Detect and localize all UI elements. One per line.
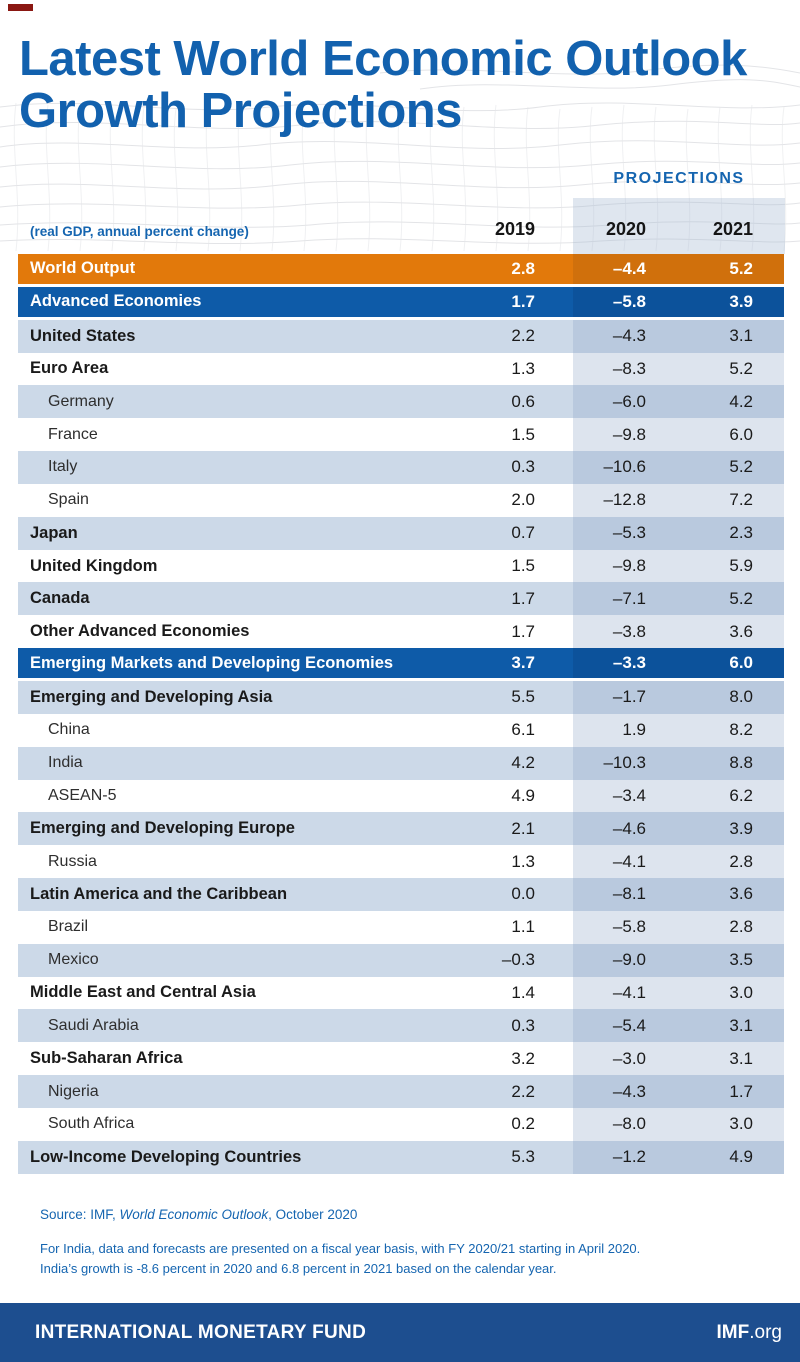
value-2020: –4.3 <box>573 320 680 353</box>
value-2020: –1.2 <box>573 1141 680 1174</box>
row-label: Low-Income Developing Countries <box>30 1147 302 1166</box>
row-label: India <box>48 754 83 772</box>
value-2021: 2.3 <box>680 517 784 550</box>
table-row <box>18 878 784 911</box>
value-2021: 8.8 <box>680 747 784 780</box>
table-row <box>18 944 784 977</box>
red-accent-mark <box>8 4 33 11</box>
table-row <box>18 320 784 353</box>
row-label: Russia <box>48 852 97 870</box>
value-2021: 5.9 <box>680 550 784 583</box>
table-row <box>18 254 784 287</box>
value-2021: 3.9 <box>680 812 784 845</box>
value-2019: 1.1 <box>511 917 535 937</box>
organization-name: INTERNATIONAL MONETARY FUND <box>35 1321 367 1343</box>
value-2019: 3.7 <box>511 653 535 673</box>
row-label: Euro Area <box>30 359 109 378</box>
value-2020: –1.7 <box>573 681 680 714</box>
value-2020: –4.3 <box>573 1075 680 1108</box>
value-2021: 3.1 <box>680 1042 784 1075</box>
value-2021: 3.0 <box>680 1108 784 1141</box>
value-2020: –9.8 <box>573 418 680 451</box>
value-2020: –9.0 <box>573 944 680 977</box>
row-label: Saudi Arabia <box>48 1016 139 1034</box>
value-2020: 1.9 <box>573 714 680 747</box>
table-row <box>18 418 784 451</box>
table-row <box>18 484 784 517</box>
source-prefix: Source: IMF, <box>40 1207 120 1222</box>
row-label: Sub-Saharan Africa <box>30 1049 183 1068</box>
value-2021: 5.2 <box>680 582 784 615</box>
value-2020: –10.6 <box>573 451 680 484</box>
row-label: Mexico <box>48 951 99 969</box>
row-label: Japan <box>30 523 78 542</box>
table-row <box>18 1075 784 1108</box>
value-2020: –8.0 <box>573 1108 680 1141</box>
table-row <box>18 517 784 550</box>
value-2019: 1.3 <box>511 358 535 378</box>
row-label: ASEAN-5 <box>48 786 117 804</box>
table-row <box>18 1108 784 1141</box>
value-2019: 0.7 <box>511 523 535 543</box>
table-header-row <box>18 208 784 242</box>
value-2020: –5.4 <box>573 1009 680 1042</box>
value-2019: 3.2 <box>511 1048 535 1068</box>
value-2021: 5.2 <box>680 451 784 484</box>
value-2019: 5.5 <box>511 687 535 707</box>
table-row <box>18 714 784 747</box>
value-2020: –4.4 <box>573 254 680 284</box>
value-2019: 1.5 <box>511 424 535 444</box>
table-row <box>18 648 784 681</box>
value-2021: 3.1 <box>680 1009 784 1042</box>
growth-projections-table <box>18 254 784 1174</box>
row-label: France <box>48 425 98 443</box>
row-label: China <box>48 721 90 739</box>
table-row <box>18 550 784 583</box>
value-2020: –8.3 <box>573 353 680 386</box>
column-header-2020: 2020 <box>605 219 646 239</box>
table-row <box>18 451 784 484</box>
value-2021: 4.9 <box>680 1141 784 1174</box>
value-2019: 2.1 <box>511 818 535 838</box>
table-row <box>18 812 784 845</box>
value-2020: –3.4 <box>573 780 680 813</box>
value-2020: –5.8 <box>573 911 680 944</box>
value-2020: –5.8 <box>573 287 680 317</box>
projections-label: PROJECTIONS <box>613 170 745 187</box>
source-publication: World Economic Outlook <box>119 1207 269 1222</box>
value-2019: 2.0 <box>511 490 535 510</box>
value-2021: 3.9 <box>680 287 784 317</box>
value-2019: 1.4 <box>511 982 535 1002</box>
value-2021: 6.0 <box>680 418 784 451</box>
value-2020: –3.0 <box>573 1042 680 1075</box>
value-2021: 5.2 <box>680 254 784 284</box>
column-header-2019: 2019 <box>494 219 535 239</box>
row-label: Nigeria <box>48 1082 99 1100</box>
imf-org-suffix: .org <box>749 1321 782 1343</box>
table-row <box>18 353 784 386</box>
page-title <box>19 33 789 137</box>
table-row <box>18 1042 784 1075</box>
value-2021: 6.0 <box>680 648 784 678</box>
value-2021: 8.0 <box>680 681 784 714</box>
table-row <box>18 681 784 714</box>
row-label: South Africa <box>48 1115 135 1133</box>
footer-bar <box>0 1303 800 1362</box>
value-2021: 3.0 <box>680 977 784 1010</box>
row-label: Emerging and Developing Europe <box>30 819 295 838</box>
table-row <box>18 845 784 878</box>
value-2019: 6.1 <box>511 720 535 740</box>
table-row <box>18 780 784 813</box>
value-2021: 8.2 <box>680 714 784 747</box>
value-2021: 3.6 <box>680 615 784 648</box>
india-footnote-line2: India’s growth is -8.6 percent in 2020 and 6.8 percent in 2021 based on the calendar year. <box>40 1261 557 1276</box>
table-row <box>18 747 784 780</box>
value-2020: –7.1 <box>573 582 680 615</box>
value-2021: 4.2 <box>680 385 784 418</box>
imf-org-bold: IMF <box>716 1321 750 1343</box>
value-2021: 3.5 <box>680 944 784 977</box>
imf-org-link[interactable] <box>717 1322 782 1344</box>
value-2019: 1.5 <box>511 556 535 576</box>
value-2019: 0.6 <box>511 391 535 411</box>
value-2020: –12.8 <box>573 484 680 517</box>
table-row <box>18 911 784 944</box>
value-2019: 0.3 <box>511 1015 535 1035</box>
row-label: Latin America and the Caribbean <box>30 884 288 903</box>
value-2019: 1.7 <box>511 588 535 608</box>
table-row <box>18 582 784 615</box>
value-2021: 1.7 <box>680 1075 784 1108</box>
row-label: Italy <box>48 458 78 476</box>
value-2021: 2.8 <box>680 911 784 944</box>
row-label: Canada <box>30 589 90 608</box>
value-2019: 5.3 <box>511 1147 535 1167</box>
table-row <box>18 287 784 320</box>
value-2019: 0.2 <box>511 1114 535 1134</box>
value-2020: –6.0 <box>573 385 680 418</box>
value-2021: 3.6 <box>680 878 784 911</box>
table-row <box>18 1141 784 1174</box>
row-label: Emerging Markets and Developing Economies <box>30 653 394 672</box>
source-note <box>40 1207 357 1222</box>
table-row <box>18 615 784 648</box>
table-row <box>18 977 784 1010</box>
value-2021: 7.2 <box>680 484 784 517</box>
value-2020: –5.3 <box>573 517 680 550</box>
value-2019: 4.9 <box>511 785 535 805</box>
value-2020: –4.6 <box>573 812 680 845</box>
value-2020: –9.8 <box>573 550 680 583</box>
row-label: United States <box>30 326 136 345</box>
value-2019: 1.3 <box>511 851 535 871</box>
value-2019: 1.7 <box>511 621 535 641</box>
value-2019: 2.2 <box>511 1081 535 1101</box>
row-label: Other Advanced Economies <box>30 622 250 641</box>
value-2020: –4.1 <box>573 977 680 1010</box>
value-2019: 2.8 <box>511 258 535 278</box>
value-2020: –8.1 <box>573 878 680 911</box>
table-row <box>18 1009 784 1042</box>
value-2019: –0.3 <box>501 950 535 970</box>
row-label: Emerging and Developing Asia <box>30 687 273 706</box>
value-2019: 4.2 <box>511 753 535 773</box>
india-footnote-line1: For India, data and forecasts are presented on a fiscal year basis, with FY 2020/21 starting in April 2020. <box>40 1241 641 1256</box>
value-2020: –10.3 <box>573 747 680 780</box>
value-2020: –4.1 <box>573 845 680 878</box>
value-2021: 5.2 <box>680 353 784 386</box>
table-row <box>18 385 784 418</box>
row-label: Advanced Economies <box>30 292 202 311</box>
value-2019: 1.7 <box>511 291 535 311</box>
row-label: United Kingdom <box>30 556 158 575</box>
page-title-line2: Growth Projections <box>19 84 462 138</box>
row-label: Brazil <box>48 918 89 936</box>
value-2019: 0.3 <box>511 457 535 477</box>
table-subtitle: (real GDP, annual percent change) <box>30 224 249 239</box>
row-label: Spain <box>48 491 89 509</box>
value-2021: 6.2 <box>680 780 784 813</box>
value-2019: 0.0 <box>511 884 535 904</box>
value-2021: 3.1 <box>680 320 784 353</box>
row-label: World Output <box>30 259 136 278</box>
row-label: Germany <box>48 392 114 410</box>
value-2019: 2.2 <box>511 326 535 346</box>
value-2020: –3.8 <box>573 615 680 648</box>
row-label: Middle East and Central Asia <box>30 983 256 1002</box>
page-title-line1: Latest World Economic Outlook <box>19 32 747 86</box>
value-2021: 2.8 <box>680 845 784 878</box>
value-2020: –3.3 <box>573 648 680 678</box>
source-suffix: , October 2020 <box>268 1207 358 1222</box>
column-header-2021: 2021 <box>712 219 753 239</box>
india-footnote <box>40 1239 770 1279</box>
